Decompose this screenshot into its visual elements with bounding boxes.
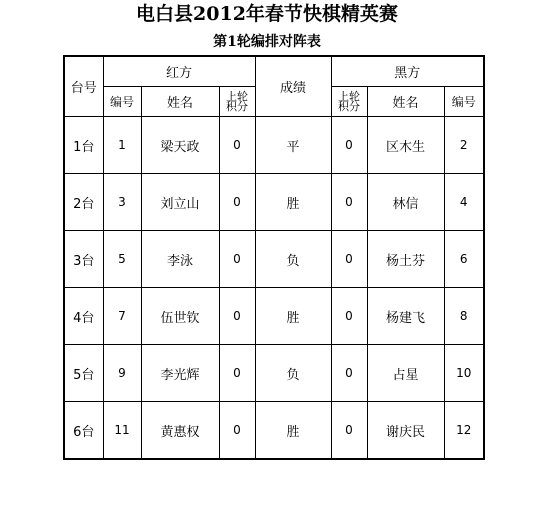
- red-number-cell: 11: [103, 402, 141, 460]
- header-board: 台号: [64, 56, 103, 117]
- board-cell: 6台: [64, 402, 103, 460]
- red-number-cell: 7: [103, 288, 141, 345]
- prev-points-line2: 积分: [226, 99, 248, 113]
- result-cell: 胜: [255, 174, 331, 231]
- header-black-side: 黑方: [331, 56, 484, 87]
- board-cell: 1台: [64, 117, 103, 174]
- black-name-cell: 谢庆民: [367, 402, 444, 460]
- red-number-cell: 1: [103, 117, 141, 174]
- red-name-cell: 李光辉: [141, 345, 219, 402]
- board-cell: 5台: [64, 345, 103, 402]
- header-result: 成绩: [255, 56, 331, 117]
- black-number-cell: 10: [444, 345, 484, 402]
- black-points-cell: 0: [331, 231, 367, 288]
- header-red-prev-points: [219, 87, 255, 117]
- black-points-cell: 0: [331, 174, 367, 231]
- table-row: [64, 288, 484, 345]
- black-name-cell: 区木生: [367, 117, 444, 174]
- red-name-cell: 伍世钦: [141, 288, 219, 345]
- black-points-cell: 0: [331, 117, 367, 174]
- page-subtitle: 第1轮编排对阵表: [213, 34, 321, 50]
- header-red-name: 姓名: [141, 87, 219, 117]
- result-cell: 胜: [255, 288, 331, 345]
- red-points-cell: 0: [219, 231, 255, 288]
- pairing-table: [63, 55, 485, 460]
- table-row: [64, 345, 484, 402]
- table-row: [64, 117, 484, 174]
- result-cell: 胜: [255, 402, 331, 460]
- red-name-cell: 刘立山: [141, 174, 219, 231]
- red-points-cell: 0: [219, 174, 255, 231]
- header-red-number: 编号: [103, 87, 141, 117]
- red-name-cell: 李泳: [141, 231, 219, 288]
- header-black-prev-points: [331, 87, 367, 117]
- result-cell: 负: [255, 345, 331, 402]
- red-points-cell: 0: [219, 345, 255, 402]
- black-name-cell: 杨土芬: [367, 231, 444, 288]
- table-row: [64, 231, 484, 288]
- red-points-cell: 0: [219, 288, 255, 345]
- table-row: [64, 402, 484, 460]
- black-name-cell: 杨建飞: [367, 288, 444, 345]
- header-black-number: 编号: [444, 87, 484, 117]
- black-name-cell: 林信: [367, 174, 444, 231]
- header-row-1: [64, 56, 484, 87]
- board-cell: 3台: [64, 231, 103, 288]
- board-cell: 4台: [64, 288, 103, 345]
- red-number-cell: 3: [103, 174, 141, 231]
- result-cell: 平: [255, 117, 331, 174]
- result-cell: 负: [255, 231, 331, 288]
- black-points-cell: 0: [331, 345, 367, 402]
- black-number-cell: 4: [444, 174, 484, 231]
- table-row: [64, 174, 484, 231]
- red-points-cell: 0: [219, 117, 255, 174]
- black-number-cell: 2: [444, 117, 484, 174]
- prev-points-line1: 上轮: [226, 89, 248, 103]
- black-points-cell: 0: [331, 402, 367, 460]
- red-points-cell: 0: [219, 402, 255, 460]
- prev-points-line2: 积分: [338, 99, 360, 113]
- black-name-cell: 占星: [367, 345, 444, 402]
- black-number-cell: 12: [444, 402, 484, 460]
- black-number-cell: 6: [444, 231, 484, 288]
- red-number-cell: 9: [103, 345, 141, 402]
- board-cell: 2台: [64, 174, 103, 231]
- header-red-side: 红方: [103, 56, 255, 87]
- red-name-cell: 黄惠权: [141, 402, 219, 460]
- red-number-cell: 5: [103, 231, 141, 288]
- black-number-cell: 8: [444, 288, 484, 345]
- red-name-cell: 梁天政: [141, 117, 219, 174]
- header-black-name: 姓名: [367, 87, 444, 117]
- black-points-cell: 0: [331, 288, 367, 345]
- prev-points-line1: 上轮: [338, 89, 360, 103]
- page-title: 电白县2012年春节快棋精英赛: [136, 3, 398, 25]
